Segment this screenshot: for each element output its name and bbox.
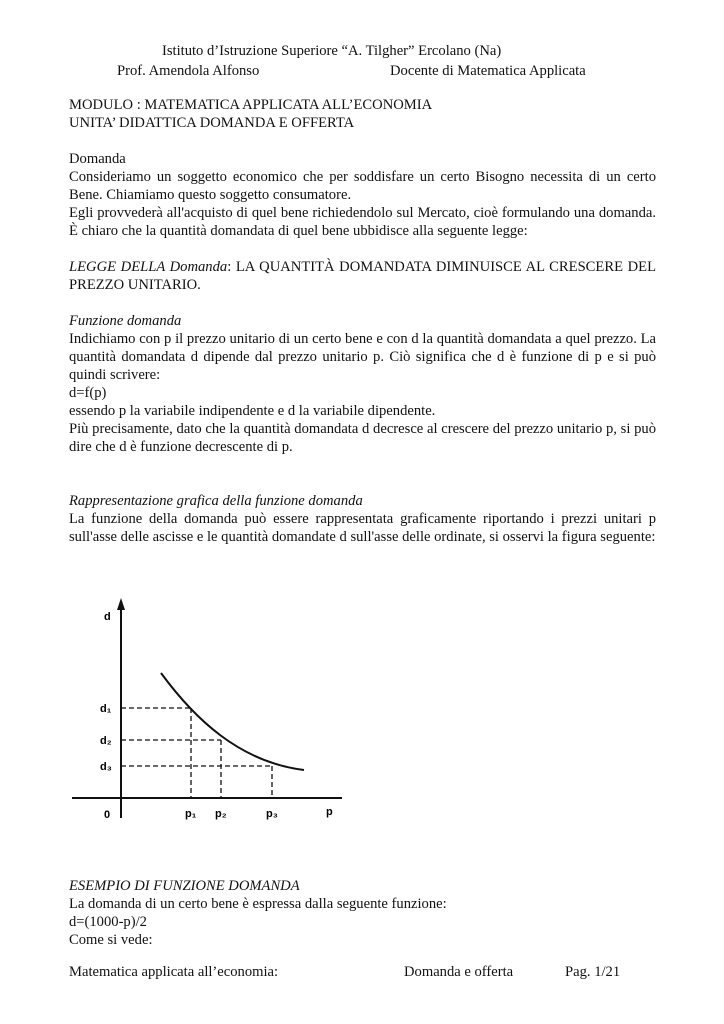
main-content (69, 96, 656, 546)
demand-curve-figure (64, 590, 354, 830)
section-title-funzione: Funzione domanda (69, 313, 182, 329)
law-label: LEGGE DELLA Domanda (69, 259, 228, 275)
page-number: Pag. 1/21 (565, 964, 621, 980)
grafico-paragraph: La funzione della domanda può essere rappresentata graficamente riportando i prezzi unitari p sull'asse delle ascisse e le quantità domandate d sull'asse delle ordinate, si osservi la figura seguente: (69, 511, 656, 545)
institute-name: Istituto d’Istruzione Superiore “A. Tilgher” Ercolano (Na) (162, 43, 502, 59)
origin-label: 0 (104, 809, 111, 821)
footer-topic: Domanda e offerta (404, 964, 514, 980)
domanda-paragraph-2: Egli provvederà all'acquisto di quel bene richiedendolo sul Mercato, cioè formulando una domanda. È chiaro che la quantità domandata di quel bene ubbidisce alla seguente legge: (69, 205, 656, 239)
professor-role: Docente di Matematica Applicata (390, 63, 586, 79)
law-statement (69, 258, 656, 294)
section-title-domanda: Domanda (69, 151, 126, 167)
p3-label: p₃ (266, 808, 278, 820)
example-section (69, 877, 656, 949)
example-line-1: La domanda di un certo bene è espressa dalla seguente funzione: (69, 896, 447, 912)
formula-d-f-p: d=f(p) (69, 385, 107, 401)
funzione-paragraph-3: Più precisamente, dato che la quantità domandata d decresce al crescere del prezzo unitario p, si può dire che d è funzione decrescente di p. (69, 421, 656, 455)
example-formula: d=(1000-p)/2 (69, 914, 147, 930)
law-separator: : (227, 259, 232, 275)
domanda-paragraph-1: Consideriamo un soggetto economico che per soddisfare un certo Bisogno necessita di un certo Bene. Chiamiamo questo soggetto consumatore. (69, 169, 656, 203)
example-title: ESEMPIO DI FUNZIONE DOMANDA (69, 878, 300, 894)
law-text: LA QUANTITÀ DOMANDATA DIMINUISCE AL CRESCERE DEL PREZZO UNITARIO. (69, 259, 656, 293)
section-title-grafico: Rappresentazione grafica della funzione domanda (69, 493, 363, 509)
example-line-2: Come si vede: (69, 932, 153, 948)
module-title: MODULO : MATEMATICA APPLICATA ALL’ECONOMIA (69, 97, 433, 113)
funzione-paragraph-1: Indichiamo con p il prezzo unitario di un certo bene e con d la quantità domandata a quel prezzo. La quantità domandata d dipende dal prezzo unitario p. Ciò significa che d è funzione di p e si può quindi scrivere: (69, 331, 656, 383)
unit-title: UNITA’ DIDATTICA DOMANDA E OFFERTA (69, 115, 355, 131)
y-axis-label: d (104, 611, 111, 623)
p1-label: p₁ (185, 808, 197, 820)
p2-label: p₂ (215, 808, 227, 820)
d2-label: d₂ (100, 735, 112, 747)
d1-label: d₁ (100, 703, 112, 715)
x-axis-label: p (326, 806, 333, 818)
y-axis-arrow (117, 598, 125, 610)
footer-subject: Matematica applicata all’economia: (69, 964, 279, 980)
demand-curve-diagram (64, 590, 354, 830)
d3-label: d₃ (100, 761, 112, 773)
funzione-paragraph-2: essendo p la variabile indipendente e d la variabile dipendente. (69, 403, 436, 419)
demand-curve (161, 673, 304, 770)
professor-name: Prof. Amendola Alfonso (117, 63, 260, 79)
